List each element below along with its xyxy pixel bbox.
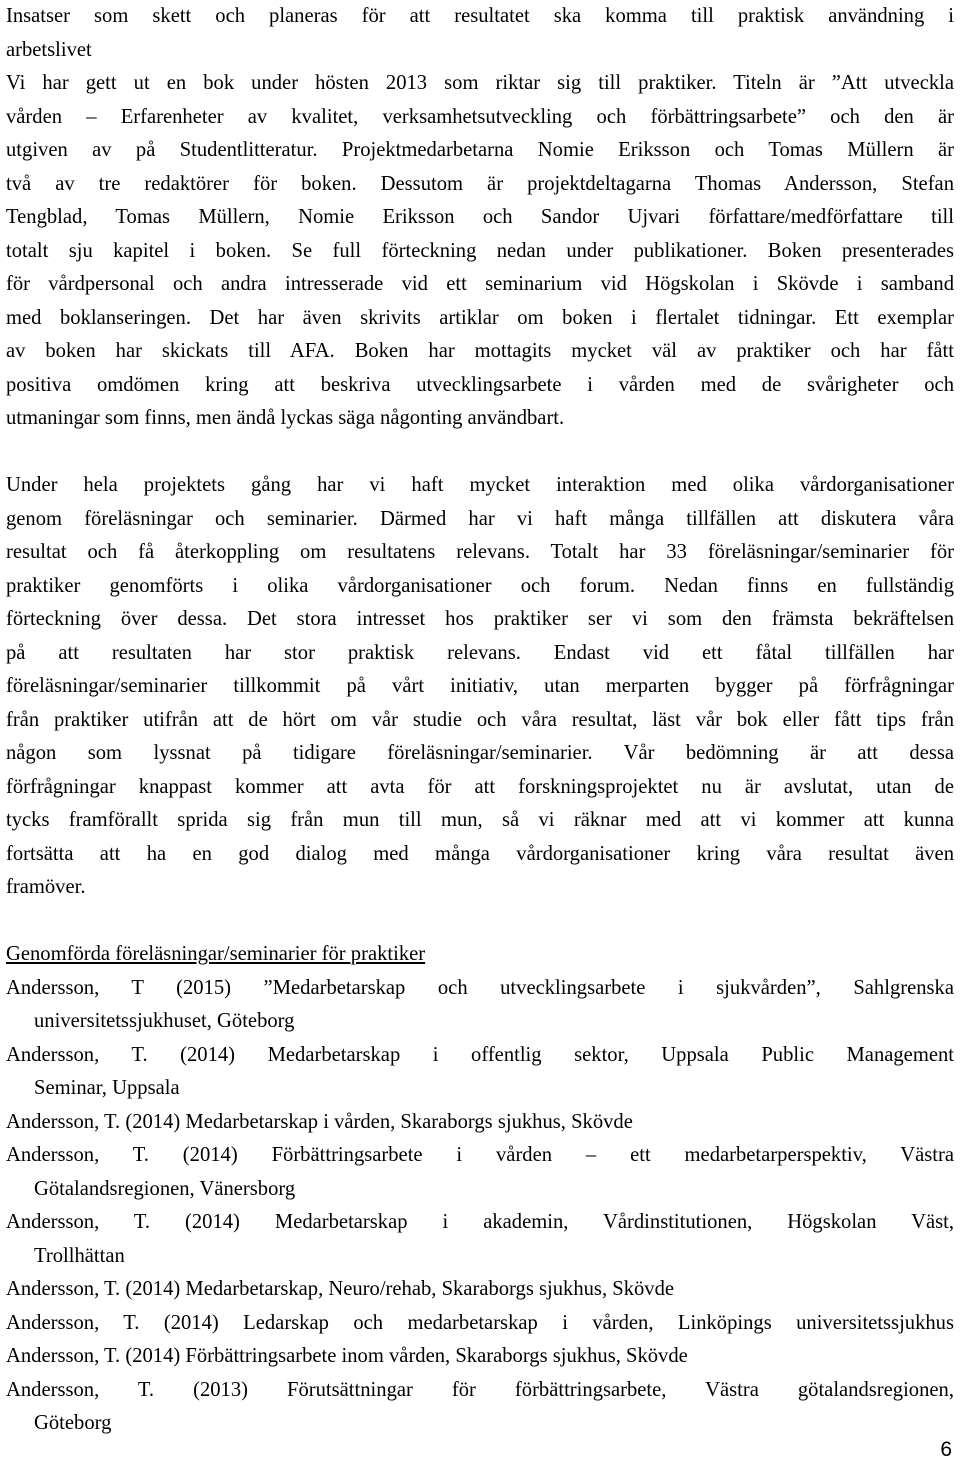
text-line: med boklanseringen. Det har även skrivits artiklar om boken i flertalet tidningar. Ett exemplar — [6, 306, 954, 329]
reference-line: Andersson, T. (2014) Förbättringsarbete i vården – ett medarbetarperspektiv, Västra — [6, 1144, 954, 1166]
text-line: tycks framförallt sprida sig från mun till mun, så vi räknar med att vi kommer att kunna — [6, 809, 954, 831]
text-line: någon som lyssnat på tidigare föreläsningar/seminarier. Vår bedömning är att dessa — [6, 742, 954, 764]
text-line: positiva omdömen kring att beskriva utvecklingsarbete i vården med de svårigheter och — [6, 373, 954, 396]
document-page — [6, 0, 954, 1441]
reference-line: universitetssjukhuset, Göteborg — [34, 1010, 295, 1032]
text-line: förteckning över dessa. Det stora intresset hos praktiker ser vi som den främsta bekräftelsen — [6, 608, 954, 630]
text-line: för vårdpersonal och andra intresserade vid ett seminarium vid Högskolan i Skövde i samband — [6, 273, 954, 295]
text-line: resultat och få återkoppling om resultatens relevans. Totalt har 33 föreläsningar/seminarier för — [6, 541, 954, 563]
paragraph-gap — [6, 905, 954, 939]
reference-line: Andersson, T (2015) ”Medarbetarskap och utvecklingsarbete i sjukvården”, Sahlgrenska — [6, 976, 954, 999]
text-line: Insatser som skett och planeras för att resultatet ska komma till praktisk användning i — [6, 5, 954, 27]
reference-line: Andersson, T. (2014) Förbättringsarbete inom vården, Skaraborgs sjukhus, Skövde — [6, 1345, 688, 1367]
text-line: arbetslivet — [6, 38, 92, 61]
page-number: 6 — [940, 1438, 952, 1461]
text-line: totalt sju kapitel i boken. Se full förteckning nedan under publikationer. Boken presenterades — [6, 239, 954, 262]
reference-line: Andersson, T. (2014) Ledarskap och medarbetarskap i vården, Linköpings universitetssjukhus — [6, 1311, 954, 1334]
references-list — [6, 972, 954, 1441]
reference-line: Seminar, Uppsala — [34, 1077, 180, 1099]
text-line: vården – Erfarenheter av kvalitet, verksamhetsutveckling och förbättringsarbete” och den är — [6, 105, 954, 128]
text-line: utmaningar som finns, men ändå lyckas säga någonting användbart. — [6, 407, 565, 429]
text-line: framöver. — [6, 876, 86, 898]
reference-line: Göteborg — [34, 1412, 112, 1434]
text-line: fortsätta att ha en god dialog med många vårdorganisationer kring våra resultat även — [6, 842, 954, 865]
reference-line: Andersson, T. (2014) Medarbetarskap, Neuro/rehab, Skaraborgs sjukhus, Skövde — [6, 1278, 675, 1300]
paragraph-gap — [6, 436, 954, 470]
text-line: föreläsningar/seminarier tillkommit på vårt initiativ, utan merparten bygger på förfrågningar — [6, 675, 954, 697]
section-book-paragraph — [6, 0, 954, 436]
reference-line: Andersson, T. (2013) Förutsättningar för förbättringsarbete, Västra götalandsregionen, — [6, 1378, 954, 1401]
reference-line: Andersson, T. (2014) Medarbetarskap i akademin, Vårdinstitutionen, Högskolan Väst, — [6, 1211, 954, 1233]
reference-line: Andersson, T. (2014) Medarbetarskap i offentlig sektor, Uppsala Public Management — [6, 1043, 954, 1066]
reference-line: Andersson, T. (2014) Medarbetarskap i vården, Skaraborgs sjukhus, Skövde — [6, 1110, 633, 1133]
reference-line: Trollhättan — [34, 1244, 125, 1267]
reference-line: Götalandsregionen, Vänersborg — [34, 1177, 296, 1200]
section-lectures-paragraph — [6, 469, 954, 905]
text-line: förfrågningar knappast kommer att avta för att forskningsprojektet nu är avslutat, utan de — [6, 775, 954, 798]
text-line: från praktiker utifrån att de hört om vår studie och våra resultat, läst vår bok eller fått tips från — [6, 708, 954, 731]
text-line: av boken har skickats till AFA. Boken har mottagits mycket väl av praktiker och har fått — [6, 340, 954, 362]
text-line: genom föreläsningar och seminarier. Därmed har vi haft många tillfällen att diskutera våra — [6, 507, 954, 530]
text-line: på att resultaten har stor praktisk relevans. Endast vid ett fåtal tillfällen har — [6, 641, 954, 664]
references-heading: Genomförda föreläsningar/seminarier för praktiker — [6, 943, 426, 965]
text-line: Tengblad, Tomas Müllern, Nomie Eriksson och Sandor Ujvari författare/medförfattare till — [6, 206, 954, 228]
text-line: praktiker genomförts i olika vårdorganisationer och forum. Nedan finns en fullständig — [6, 574, 954, 597]
text-line: två av tre redaktörer för boken. Dessutom är projektdeltagarna Thomas Andersson, Stefan — [6, 172, 954, 195]
text-line: Vi har gett ut en bok under hösten 2013 som riktar sig till praktiker. Titeln är ”Att utveckla — [6, 72, 954, 94]
text-line: Under hela projektets gång har vi haft mycket interaktion med olika vårdorganisationer — [6, 474, 954, 496]
text-line: utgiven av på Studentlitteratur. Projektmedarbetarna Nomie Eriksson och Tomas Müllern är — [6, 139, 954, 161]
